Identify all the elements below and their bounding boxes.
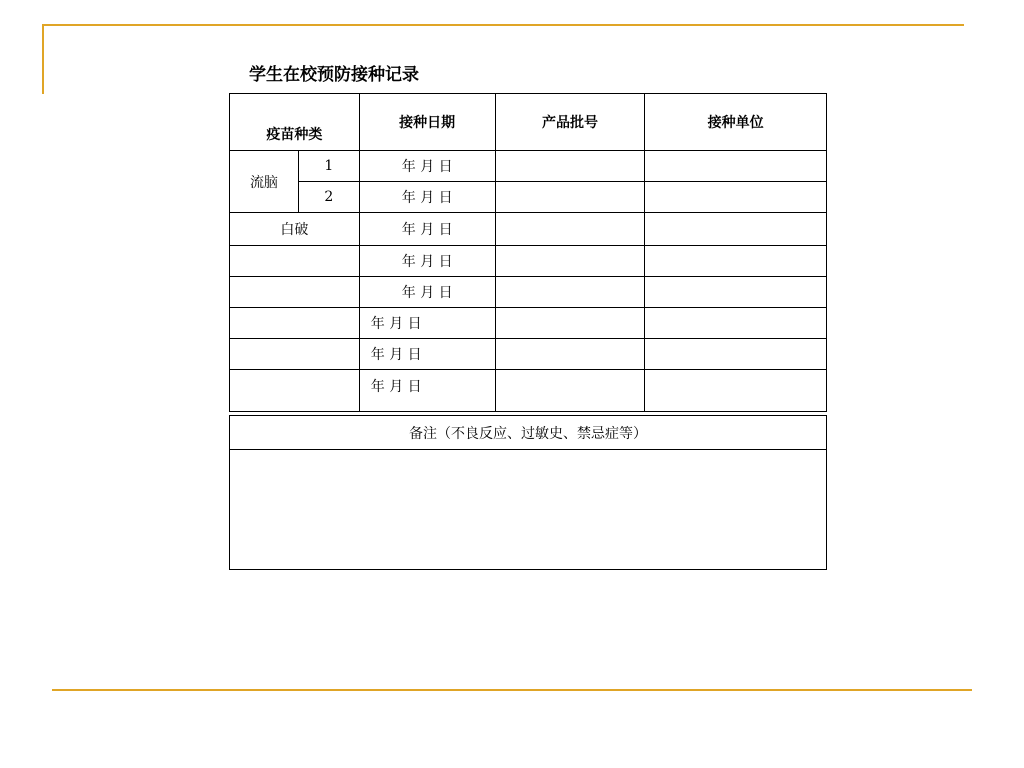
date-cell[interactable]: 年 月 日 — [359, 246, 495, 277]
table-row — [230, 246, 827, 277]
vaccination-record-table — [229, 93, 827, 412]
header-unit: 接种单位 — [645, 94, 827, 151]
unit-cell[interactable] — [645, 339, 827, 370]
batch-cell[interactable] — [495, 213, 645, 246]
vaccine-name-cell[interactable] — [230, 370, 360, 412]
table-header-row — [230, 94, 827, 151]
date-cell[interactable]: 年 月 日 — [359, 277, 495, 308]
header-vaccine-type: 疫苗种类 — [230, 94, 360, 151]
date-cell[interactable]: 年 月 日 — [359, 339, 495, 370]
vaccine-name-cell[interactable] — [230, 277, 360, 308]
vaccine-name-cell[interactable] — [230, 308, 360, 339]
batch-cell[interactable] — [495, 277, 645, 308]
table-row — [230, 277, 827, 308]
vaccine-name-cell[interactable] — [230, 339, 360, 370]
frame-bottom-line — [52, 689, 972, 691]
notes-table — [229, 415, 827, 570]
batch-cell[interactable] — [495, 182, 645, 213]
date-cell[interactable]: 年 月 日 — [359, 213, 495, 246]
batch-cell[interactable] — [495, 339, 645, 370]
unit-cell[interactable] — [645, 151, 827, 182]
unit-cell[interactable] — [645, 308, 827, 339]
table-row — [230, 213, 827, 246]
unit-cell[interactable] — [645, 213, 827, 246]
vaccine-name-meningitis: 流脑 — [230, 151, 299, 213]
frame-top-line — [42, 24, 964, 26]
batch-cell[interactable] — [495, 370, 645, 412]
batch-cell[interactable] — [495, 246, 645, 277]
frame-left-line — [42, 24, 44, 94]
unit-cell[interactable] — [645, 370, 827, 412]
table-row — [230, 182, 827, 213]
unit-cell[interactable] — [645, 246, 827, 277]
batch-cell[interactable] — [495, 151, 645, 182]
dose-number-2: 2 — [298, 182, 359, 213]
notes-label: 备注（不良反应、过敏史、禁忌症等） — [230, 416, 827, 450]
unit-cell[interactable] — [645, 182, 827, 213]
unit-cell[interactable] — [645, 277, 827, 308]
dose-number-1: 1 — [298, 151, 359, 182]
table-row — [230, 308, 827, 339]
batch-cell[interactable] — [495, 308, 645, 339]
header-batch: 产品批号 — [495, 94, 645, 151]
table-row — [230, 151, 827, 182]
table-row — [230, 370, 827, 412]
date-cell[interactable]: 年 月 日 — [359, 151, 495, 182]
header-date: 接种日期 — [359, 94, 495, 151]
date-cell[interactable]: 年 月 日 — [359, 370, 495, 412]
vaccine-name-baipo: 白破 — [230, 213, 360, 246]
date-cell[interactable]: 年 月 日 — [359, 308, 495, 339]
page-title: 学生在校预防接种记录 — [249, 65, 419, 85]
date-cell[interactable]: 年 月 日 — [359, 182, 495, 213]
vaccine-name-cell[interactable] — [230, 246, 360, 277]
notes-field[interactable] — [230, 450, 827, 570]
table-row — [230, 339, 827, 370]
